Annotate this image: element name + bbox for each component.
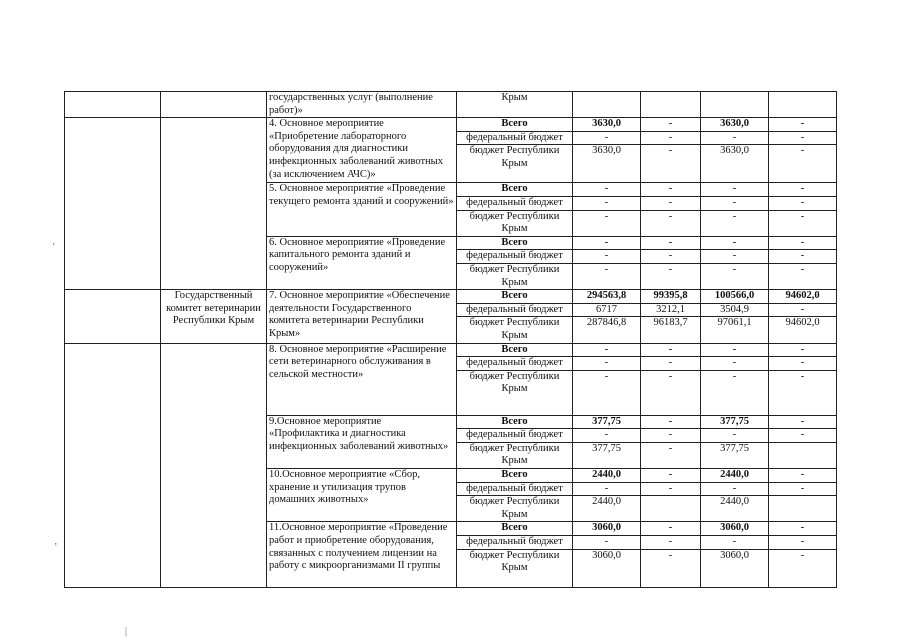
source-cell: бюджет Республики Крым bbox=[457, 263, 573, 289]
margin-mark: ‚ bbox=[52, 236, 56, 247]
value-cell: - bbox=[641, 145, 701, 183]
value-cell: - bbox=[573, 263, 641, 289]
source-cell: федеральный бюджет bbox=[457, 357, 573, 371]
value-cell: 3212,1 bbox=[641, 303, 701, 317]
value-cell: - bbox=[573, 183, 641, 197]
value-cell: 96183,7 bbox=[641, 317, 701, 343]
value-cell: 294563,8 bbox=[573, 290, 641, 304]
value-cell: - bbox=[573, 131, 641, 145]
value-cell: - bbox=[769, 343, 837, 357]
value-cell: 3060,0 bbox=[573, 549, 641, 587]
source-cell: бюджет Республики Крым bbox=[457, 442, 573, 468]
activity-cell: 11.Основное мероприятие «Проведение работ и приобретение оборудования, связанных с получением лицензии на работу с микроорганизмами II группы bbox=[267, 522, 457, 587]
continuation-row bbox=[65, 92, 837, 118]
value-cell: - bbox=[573, 536, 641, 550]
value-cell: - bbox=[769, 482, 837, 496]
value-cell: - bbox=[641, 536, 701, 550]
value-cell: - bbox=[641, 415, 701, 429]
value-cell: - bbox=[701, 131, 769, 145]
value-cell: - bbox=[701, 536, 769, 550]
value-cell: - bbox=[641, 522, 701, 536]
value-cell: - bbox=[769, 549, 837, 587]
value-cell bbox=[641, 496, 701, 522]
source-cell: Всего bbox=[457, 415, 573, 429]
activity-cell: 10.Основное мероприятие «Сбор, хранение и утилизация трупов домашних животных» bbox=[267, 469, 457, 522]
margin-mark: ‚ bbox=[54, 536, 58, 547]
table-row bbox=[65, 290, 837, 304]
source-cell: бюджет Республики Крым bbox=[457, 210, 573, 236]
value-cell: - bbox=[641, 469, 701, 483]
value-cell: 3504,9 bbox=[701, 303, 769, 317]
value-cell: - bbox=[641, 429, 701, 443]
value-cell: - bbox=[641, 549, 701, 587]
value-cell: - bbox=[701, 357, 769, 371]
value-cell: - bbox=[769, 357, 837, 371]
source-cell: федеральный бюджет bbox=[457, 131, 573, 145]
value-cell: 6717 bbox=[573, 303, 641, 317]
source-cell: бюджет Республики Крым bbox=[457, 549, 573, 587]
activity-cell: 5. Основное мероприятие «Проведение текущего ремонта зданий и сооружений» bbox=[267, 183, 457, 236]
value-cell: 3630,0 bbox=[573, 145, 641, 183]
value-cell: - bbox=[701, 196, 769, 210]
value-cell: 2440,0 bbox=[573, 469, 641, 483]
value-cell: - bbox=[769, 210, 837, 236]
value-cell: - bbox=[701, 210, 769, 236]
value-cell: 3060,0 bbox=[701, 549, 769, 587]
value-cell: - bbox=[769, 131, 837, 145]
value-cell: - bbox=[701, 429, 769, 443]
source-cell: Всего bbox=[457, 522, 573, 536]
value-cell: - bbox=[573, 196, 641, 210]
value-cell: 377,75 bbox=[701, 415, 769, 429]
value-cell: - bbox=[769, 145, 837, 183]
value-cell: - bbox=[769, 196, 837, 210]
value-cell: - bbox=[701, 263, 769, 289]
value-cell: - bbox=[769, 429, 837, 443]
value-cell: - bbox=[701, 250, 769, 264]
activity-cell: 4. Основное мероприятие «Приобретение лабораторного оборудования для диагностики инфекционных заболеваний животных (за исключением АЧС)» bbox=[267, 118, 457, 183]
empty-cell bbox=[769, 92, 837, 118]
value-cell: - bbox=[641, 482, 701, 496]
empty-cell bbox=[573, 92, 641, 118]
value-cell bbox=[769, 442, 837, 468]
value-cell: - bbox=[701, 183, 769, 197]
value-cell: - bbox=[641, 357, 701, 371]
source-cell: федеральный бюджет bbox=[457, 250, 573, 264]
value-cell: 100566,0 bbox=[701, 290, 769, 304]
source-cell: Всего bbox=[457, 290, 573, 304]
value-cell: - bbox=[769, 522, 837, 536]
value-cell: 3630,0 bbox=[701, 145, 769, 183]
value-cell: - bbox=[573, 482, 641, 496]
budget-table bbox=[64, 91, 837, 588]
value-cell: - bbox=[641, 183, 701, 197]
source-cell: Всего bbox=[457, 236, 573, 250]
empty-cell bbox=[641, 92, 701, 118]
value-cell: - bbox=[573, 357, 641, 371]
value-cell: 3060,0 bbox=[701, 522, 769, 536]
value-cell: 3630,0 bbox=[701, 118, 769, 132]
activity-cell: 6. Основное мероприятие «Проведение капитального ремонта зданий и сооружений» bbox=[267, 236, 457, 289]
value-cell: - bbox=[641, 210, 701, 236]
value-cell: - bbox=[769, 303, 837, 317]
value-cell: 377,75 bbox=[701, 442, 769, 468]
category-cell bbox=[161, 343, 267, 587]
source-cell: федеральный бюджет bbox=[457, 196, 573, 210]
activity-cell: 9.Основное мероприятие «Профилактика и диагностика инфекционных заболеваний животных» bbox=[267, 415, 457, 468]
value-cell: - bbox=[701, 236, 769, 250]
value-cell: - bbox=[701, 343, 769, 357]
value-cell bbox=[769, 496, 837, 522]
source-cell: Всего bbox=[457, 469, 573, 483]
source-cell: Всего bbox=[457, 118, 573, 132]
value-cell: 97061,1 bbox=[701, 317, 769, 343]
table-row bbox=[65, 343, 837, 357]
value-cell: - bbox=[573, 370, 641, 415]
source-cell: федеральный бюджет bbox=[457, 303, 573, 317]
value-cell: 99395,8 bbox=[641, 290, 701, 304]
empty-cell bbox=[65, 118, 161, 290]
empty-cell bbox=[65, 343, 161, 587]
value-cell: - bbox=[641, 236, 701, 250]
value-cell: - bbox=[769, 370, 837, 415]
value-cell: - bbox=[641, 131, 701, 145]
source-cell: бюджет Республики Крым bbox=[457, 145, 573, 183]
empty-cell bbox=[65, 92, 161, 118]
value-cell: - bbox=[701, 482, 769, 496]
value-cell: - bbox=[701, 370, 769, 415]
category-cell: Государственный комитет ветеринарии Республики Крым bbox=[161, 290, 267, 343]
source-cell: Всего bbox=[457, 343, 573, 357]
value-cell: 2440,0 bbox=[701, 496, 769, 522]
value-cell: 94602,0 bbox=[769, 317, 837, 343]
source-cell: Крым bbox=[457, 92, 573, 118]
source-cell: федеральный бюджет bbox=[457, 482, 573, 496]
value-cell: 2440,0 bbox=[701, 469, 769, 483]
value-cell: - bbox=[641, 442, 701, 468]
margin-mark: | bbox=[125, 626, 128, 637]
empty-cell bbox=[65, 290, 161, 343]
source-cell: бюджет Республики Крым bbox=[457, 370, 573, 415]
activity-cell: государственных услуг (выполнение работ)» bbox=[267, 92, 457, 118]
value-cell: 3630,0 bbox=[573, 118, 641, 132]
source-cell: Всего bbox=[457, 183, 573, 197]
value-cell: 94602,0 bbox=[769, 290, 837, 304]
value-cell: - bbox=[641, 250, 701, 264]
value-cell: 287846,8 bbox=[573, 317, 641, 343]
value-cell: - bbox=[641, 370, 701, 415]
value-cell: 3060,0 bbox=[573, 522, 641, 536]
value-cell: - bbox=[769, 469, 837, 483]
activity-cell: 7. Основное мероприятие «Обеспечение деятельности Государственного комитета ветеринарии Республики Крым» bbox=[267, 290, 457, 343]
value-cell: - bbox=[769, 183, 837, 197]
source-cell: федеральный бюджет bbox=[457, 429, 573, 443]
value-cell: - bbox=[641, 196, 701, 210]
value-cell: - bbox=[769, 263, 837, 289]
value-cell: - bbox=[641, 263, 701, 289]
value-cell: - bbox=[573, 250, 641, 264]
empty-cell bbox=[161, 92, 267, 118]
value-cell: - bbox=[769, 236, 837, 250]
value-cell: - bbox=[641, 118, 701, 132]
value-cell: - bbox=[769, 536, 837, 550]
value-cell: - bbox=[573, 210, 641, 236]
source-cell: бюджет Республики Крым bbox=[457, 317, 573, 343]
value-cell: - bbox=[769, 415, 837, 429]
value-cell: - bbox=[641, 343, 701, 357]
value-cell: - bbox=[573, 429, 641, 443]
value-cell: 377,75 bbox=[573, 442, 641, 468]
value-cell: 2440,0 bbox=[573, 496, 641, 522]
table-row bbox=[65, 118, 837, 132]
value-cell: - bbox=[573, 343, 641, 357]
activity-cell: 8. Основное мероприятие «Расширение сети ветеринарного обслуживания в сельской местности» bbox=[267, 343, 457, 415]
source-cell: федеральный бюджет bbox=[457, 536, 573, 550]
value-cell: - bbox=[573, 236, 641, 250]
category-cell bbox=[161, 118, 267, 290]
value-cell: - bbox=[769, 250, 837, 264]
empty-cell bbox=[701, 92, 769, 118]
value-cell: - bbox=[769, 118, 837, 132]
source-cell: бюджет Республики Крым bbox=[457, 496, 573, 522]
value-cell: 377,75 bbox=[573, 415, 641, 429]
